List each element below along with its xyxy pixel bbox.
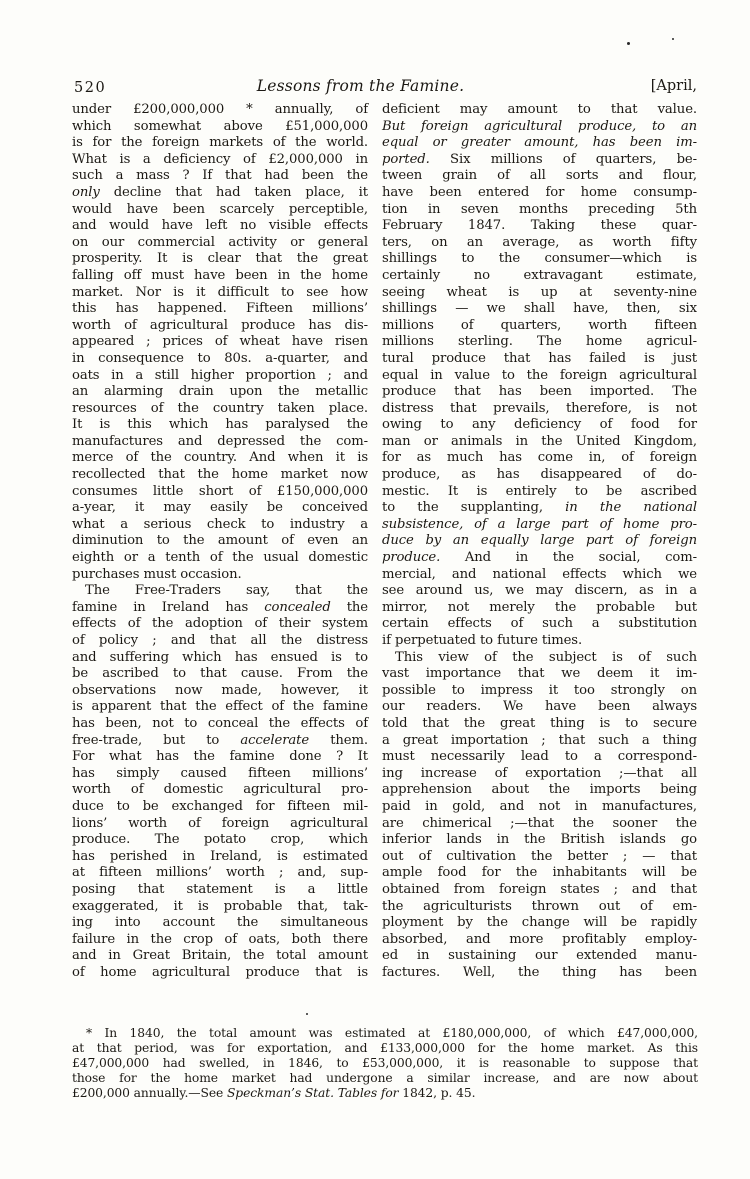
text-run: seeing wheat is up at seventy-nine [382, 284, 697, 300]
text-line [382, 417, 697, 434]
text-line [72, 733, 368, 750]
text-run: must necessarily lead to a correspond- [382, 749, 697, 765]
text-run: posing that statement is a little [72, 881, 368, 897]
text-run: 1842, p. 45. [398, 1085, 476, 1100]
text-run: For what has the famine done ? It [72, 749, 368, 765]
text-run: our readers. We have been always [382, 699, 697, 715]
text-run: told that the great thing is to secure [382, 715, 697, 731]
text-run: deficient may amount to that value. [382, 102, 697, 117]
text-run: mirror, not merely the probable but [382, 599, 697, 615]
text-run: for as much has come in, of foreign [382, 450, 697, 466]
text-run: and would have left no visible effects [72, 218, 368, 234]
text-line [72, 202, 368, 219]
text-run: free-trade, but to [72, 732, 241, 748]
text-run: worth of agricultural produce has dis- [72, 317, 368, 333]
text-run: ample food for the inhabitants will be [382, 865, 697, 881]
text-run: be ascribed to that cause. From the [72, 666, 368, 682]
text-run: millions of quarters, worth fifteen [382, 317, 697, 333]
text-run: certain effects of such a substitution [382, 616, 697, 632]
text-run: observations now made, however, it [72, 682, 368, 698]
text-line [72, 467, 368, 484]
text-line [72, 782, 368, 799]
text-line [72, 650, 368, 667]
text-line [72, 1086, 698, 1101]
text-run: distress that prevails, therefore, is not [382, 400, 697, 416]
text-run: shillings to the consumer—which is [382, 251, 697, 267]
text-run: falling off must have been in the home [72, 267, 368, 283]
text-run: diminution to the amount of even an [72, 533, 368, 549]
text-line [72, 799, 368, 816]
text-run: ters, on an average, as worth fifty [382, 234, 697, 250]
text-run: appeared ; prices of wheat have risen [72, 334, 368, 350]
text-line [382, 849, 697, 866]
text-run: absorbed, and more profitably employ- [382, 931, 697, 947]
text-run: failure in the crop of oats, both there [72, 931, 368, 947]
text-run: And in the social, com- [440, 550, 697, 566]
text-line [382, 368, 697, 385]
text-line [382, 782, 697, 799]
text-line [72, 301, 368, 318]
text-line [72, 119, 368, 136]
text-run: and suffering which has ensued is to [72, 649, 368, 665]
text-run: and in Great Britain, the total amount [72, 948, 368, 964]
text-line [382, 716, 697, 733]
text-line [72, 500, 368, 517]
text-line [72, 633, 368, 650]
text-run: this has happened. Fifteen millions’ [72, 301, 368, 317]
text-line [72, 766, 368, 783]
text-line [72, 899, 368, 916]
text-line [72, 152, 368, 169]
text-run: famine in Ireland has [72, 599, 265, 615]
text-run: of policy ; and that all the distress [72, 633, 368, 648]
text-line [382, 152, 697, 169]
text-line [382, 533, 697, 550]
italic-text-run: But foreign agricultural produce, to an [382, 118, 697, 134]
text-run: produce. The potato crop, which [72, 832, 368, 848]
text-line [382, 766, 697, 783]
text-line [72, 716, 368, 733]
text-line [382, 616, 697, 633]
text-run: ployment by the change will be rapidly [382, 915, 697, 931]
text-run: effects of the adoption of their system [72, 616, 368, 632]
text-line [382, 567, 697, 584]
text-line [72, 102, 368, 119]
ink-speck [306, 1013, 308, 1015]
text-line [382, 202, 697, 219]
italic-text-run: ported. [382, 151, 430, 167]
italic-text-run: subsistence, of a large part of home pro- [382, 516, 697, 532]
text-run: worth of domestic agricultural pro- [72, 782, 368, 798]
text-line [382, 235, 697, 252]
text-run: apprehension about the imports being [382, 782, 697, 798]
text-line [72, 434, 368, 451]
text-run: consumes little short of £150,000,000 [72, 483, 368, 499]
text-run: at fifteen millions’ worth ; and, sup- [72, 865, 368, 881]
text-run: has perished in Ireland, is estimated [72, 848, 368, 864]
text-line [382, 450, 697, 467]
text-line [72, 384, 368, 401]
text-run: shillings — we shall have, then, six [382, 301, 697, 317]
text-line [72, 865, 368, 882]
text-run: lions’ worth of foreign agricultural [72, 815, 368, 831]
text-line [72, 251, 368, 268]
italic-text-run: only [72, 184, 100, 200]
text-line [382, 135, 697, 152]
text-run: February 1847. Taking these quar- [382, 218, 697, 234]
text-run: would have been scarcely perceptible, [72, 201, 368, 217]
text-line [72, 965, 368, 982]
text-run: out of cultivation the better ; — that [382, 848, 697, 864]
text-run: those for the home market had undergone a similar increase, and are now about [72, 1070, 698, 1085]
text-line [72, 484, 368, 501]
italic-text-run: Speckman’s Stat. Tables for [226, 1085, 399, 1100]
text-run: £47,000,000 had swelled, in 1846, to £53,000,000, it is reasonable to suppose that [72, 1055, 698, 1070]
text-run: them. [309, 732, 368, 748]
text-run: exaggerated, it is probable that, tak- [72, 898, 368, 914]
text-run: oats in a still higher proportion ; and [72, 367, 368, 383]
text-line [72, 932, 368, 949]
text-run: prosperity. It is clear that the great [72, 251, 368, 267]
text-run: is apparent that the effect of the famine [72, 699, 368, 715]
text-line [72, 915, 368, 932]
text-line [382, 517, 697, 534]
text-run: what a serious check to industry a [72, 516, 368, 532]
text-run: the [330, 599, 369, 615]
text-run: resources of the country taken place. [72, 400, 368, 416]
text-line [72, 550, 368, 567]
text-line [72, 948, 368, 965]
text-run: The Free-Traders say, that the [85, 583, 368, 599]
text-line [72, 699, 368, 716]
text-run: inferior lands in the British islands go [382, 832, 697, 848]
text-line [72, 749, 368, 766]
text-line [72, 583, 368, 600]
text-line [382, 899, 697, 916]
text-run: ed in sustaining our extended manu- [382, 948, 697, 964]
text-run: at that period, was for exportation, and £133,000,000 for the home market. As this [72, 1040, 698, 1055]
text-line [382, 650, 697, 667]
text-run: a great importation ; that such a thing [382, 732, 697, 748]
text-line [72, 235, 368, 252]
text-line [382, 285, 697, 302]
text-run: man or animals in the United Kingdom, [382, 433, 697, 449]
text-run: if perpetuated to future times. [382, 633, 583, 648]
text-line [382, 799, 697, 816]
text-line [382, 334, 697, 351]
text-line [72, 616, 368, 633]
text-line [382, 301, 697, 318]
article-body [72, 102, 697, 981]
text-run: millions sterling. The home agricul- [382, 334, 697, 350]
text-run: mercial, and national effects which we [382, 566, 697, 582]
text-line [382, 550, 697, 567]
text-line [382, 251, 697, 268]
text-run: This view of the subject is of such [395, 649, 697, 665]
footnote [72, 1026, 698, 1101]
text-line [382, 119, 697, 136]
text-run: such a mass ? If that had been the [72, 168, 368, 184]
text-run: factures. Well, the thing has been [382, 964, 697, 980]
italic-text-run: accelerate [240, 732, 310, 748]
text-run: produce, as has disappeared of do- [382, 467, 697, 483]
text-line [72, 882, 368, 899]
text-run: tion in seven months preceding 5th [382, 201, 697, 217]
text-line [382, 832, 697, 849]
text-line [382, 268, 697, 285]
text-run: has simply caused fifteen millions’ [72, 765, 368, 781]
text-run: decline that had taken place, it [99, 184, 368, 200]
text-run: an alarming drain upon the metallic [72, 384, 368, 400]
text-line [382, 749, 697, 766]
text-line [72, 401, 368, 418]
text-line [382, 318, 697, 335]
text-line [382, 915, 697, 932]
text-run: tural produce that has failed is just [382, 350, 697, 366]
italic-text-run: duce by an equally large part of foreign [382, 533, 697, 549]
text-run: purchases must occasion. [72, 566, 242, 582]
text-line [72, 268, 368, 285]
article-title: Lessons from the Famine. [256, 77, 465, 95]
text-line [382, 683, 697, 700]
text-line [382, 948, 697, 965]
text-run: see around us, we may discern, as in a [382, 583, 697, 599]
text-run: eighth or a tenth of the usual domestic [72, 550, 368, 566]
text-run: under £200,000,000 * annually, of [72, 102, 368, 117]
text-run: duce to be exchanged for fifteen mil- [72, 798, 368, 814]
text-run: owing to any deficiency of food for [382, 417, 697, 433]
text-line [72, 816, 368, 833]
text-line [382, 185, 697, 202]
text-line [382, 384, 697, 401]
text-line [382, 965, 697, 982]
text-run: on our commercial activity or general [72, 234, 368, 250]
text-line [382, 168, 697, 185]
italic-text-run: in the national [565, 500, 698, 516]
text-line [72, 533, 368, 550]
text-run: a-year, it may easily be conceived [72, 500, 368, 516]
text-run: in consequence to 80s. a-quarter, and [72, 350, 368, 366]
text-line [382, 733, 697, 750]
text-line [72, 517, 368, 534]
text-line [382, 583, 697, 600]
page-number: 520 [74, 80, 107, 96]
text-run: have been entered for home consump- [382, 184, 697, 200]
text-run: the agriculturists thrown out of em- [382, 898, 697, 914]
text-line [72, 417, 368, 434]
text-line [72, 168, 368, 185]
text-line [382, 633, 697, 650]
text-line [72, 334, 368, 351]
italic-text-run: equal or greater amount, has been im- [382, 135, 697, 151]
text-run: ing increase of exportation ;—that all [382, 765, 697, 781]
right-column [382, 102, 697, 981]
text-line [72, 218, 368, 235]
text-run: ing into account the simultaneous [72, 915, 368, 931]
italic-text-run: produce. [382, 550, 441, 566]
running-header [72, 77, 697, 99]
text-run: which somewhat above £51,000,000 [72, 118, 368, 134]
text-run: recollected that the home market now [72, 467, 368, 483]
text-line [72, 849, 368, 866]
text-run: vast importance that we deem it im- [382, 666, 697, 682]
text-run: is for the foreign markets of the world. [72, 135, 368, 151]
ink-speck [627, 42, 630, 45]
text-run: possible to impress it too strongly on [382, 682, 697, 698]
text-line [382, 218, 697, 235]
text-line [72, 285, 368, 302]
text-run: of home agricultural produce that is [72, 964, 368, 980]
italic-text-run: concealed [264, 599, 331, 615]
text-line [72, 1071, 698, 1086]
text-line [72, 683, 368, 700]
text-run: mestic. It is entirely to be ascribed [382, 483, 697, 499]
text-line [382, 699, 697, 716]
text-line [72, 1056, 698, 1071]
text-run: * In 1840, the total amount was estimated at £180,000,000, of which £47,000,000, [86, 1026, 698, 1040]
text-line [72, 600, 368, 617]
text-line [382, 882, 697, 899]
text-line [382, 666, 697, 683]
text-run: are chimerical ;—that the sooner the [382, 815, 697, 831]
text-line [72, 318, 368, 335]
text-line [382, 102, 697, 119]
text-run: What is a deficiency of £2,000,000 in [72, 151, 368, 167]
text-run: equal in value to the foreign agricultural [382, 367, 697, 383]
text-run: tween grain of all sorts and flour, [382, 168, 697, 184]
text-line [382, 865, 697, 882]
text-line [382, 484, 697, 501]
text-line [382, 500, 697, 517]
text-line [72, 1026, 698, 1041]
text-line [72, 666, 368, 683]
text-run: to the supplanting, [382, 500, 566, 516]
text-line [72, 567, 368, 584]
text-run: £200,000 annually.—See [72, 1085, 227, 1100]
text-line [72, 368, 368, 385]
text-line [72, 832, 368, 849]
text-run: produce that has been imported. The [382, 384, 697, 400]
text-run: market. Nor is it difficult to see how [72, 284, 368, 300]
ink-speck [672, 38, 674, 40]
text-line [72, 351, 368, 368]
text-line [72, 135, 368, 152]
text-run: has been, not to conceal the effects of [72, 715, 368, 731]
text-run: certainly no extravagant estimate, [382, 267, 697, 283]
text-run: paid in gold, and not in manufactures, [382, 798, 697, 814]
text-line [382, 351, 697, 368]
left-column [72, 102, 368, 981]
text-run: merce of the country. And when it is [72, 450, 368, 466]
text-run: It is this which has paralysed the [72, 417, 368, 433]
text-line [72, 185, 368, 202]
text-line [72, 1041, 698, 1056]
text-line [382, 401, 697, 418]
text-run: obtained from foreign states ; and that [382, 881, 697, 897]
text-line [382, 434, 697, 451]
text-run: manufactures and depressed the com- [72, 433, 368, 449]
text-line [382, 600, 697, 617]
text-line [382, 932, 697, 949]
text-line [382, 816, 697, 833]
text-run: Six millions of quarters, be- [429, 151, 697, 167]
text-line [382, 467, 697, 484]
text-line [72, 450, 368, 467]
issue-date: [April, [650, 78, 697, 94]
